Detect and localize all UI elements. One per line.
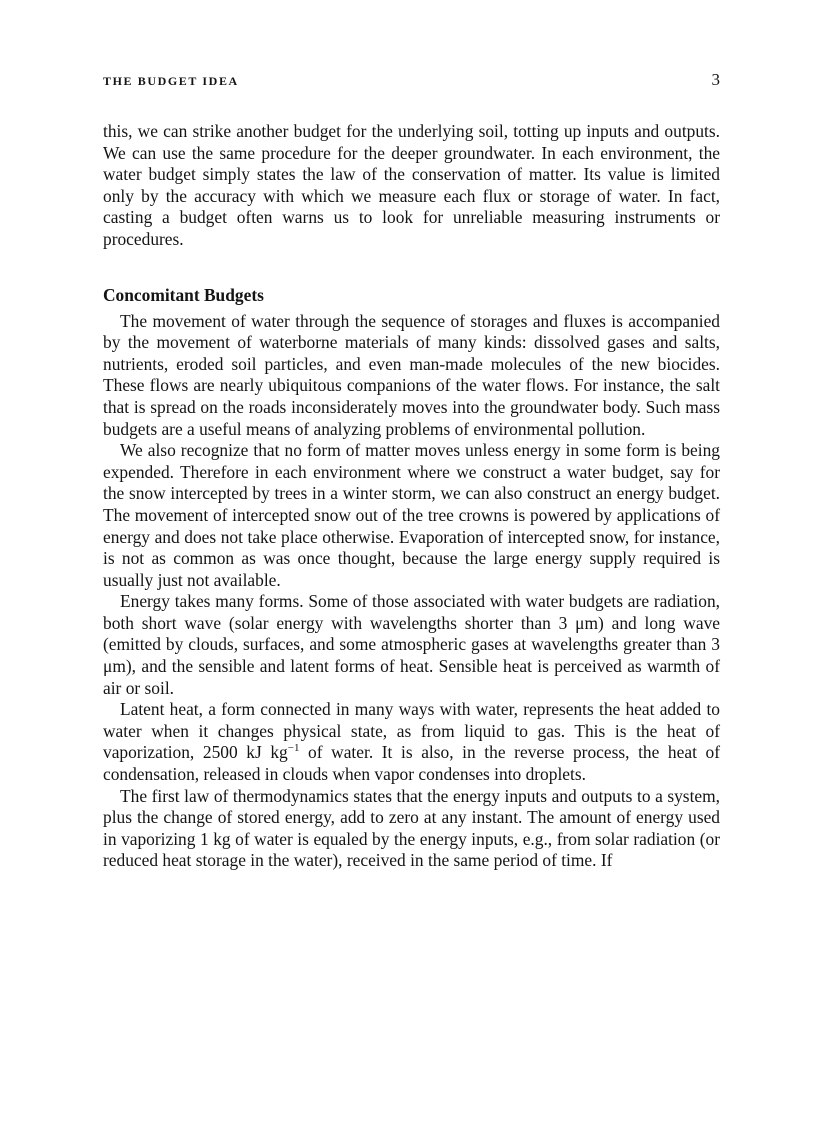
paragraph-latent-heat (103, 699, 720, 785)
latent-heat-text-start: Latent heat, a form connected in many ways with water, represents the heat added to water when it changes physical state, as from liquid to gas. This is the heat of vaporization, 2500 kJ kg (103, 699, 720, 763)
paragraph-energy-forms: Energy takes many forms. Some of those associated with water budgets are radiation, both short wave (solar energy with wavelengths shorter than 3 μm) and long wave (emitted by clouds, surfaces, and some atmospheric gases at wavelengths greater than 3 μm), and the sensible and latent forms of heat. Sensible heat is perceived as warmth of air or soil. (103, 591, 720, 698)
paragraph-waterborne-materials: The movement of water through the sequence of storages and fluxes is accompanied by the movement of waterborne materials of many kinds: dissolved gases and salts, nutrients, eroded soil particles, and even man-made molecules of the new biocides. These flows are nearly ubiquitous companions of the water flows. For instance, the salt that is spread on the roads inconsiderately moves into the groundwater body. Such mass budgets are a useful means of analyzing problems of environmental pollution. (103, 310, 720, 439)
paragraph-energy-budget: We also recognize that no form of matter moves unless energy in some form is being expended. Therefore in each environment where we construct a water budget, say for the snow intercepted by trees in a winter storm, we can also construct an energy budget. The movement of intercepted snow out of the tree crowns is powered by applications of energy and does not take place otherwise. Evaporation of intercepted snow, for instance, is not as common as was once thought, because the large energy supply required is usually just not available. (103, 440, 720, 590)
page-number: 3 (711, 70, 720, 89)
section-heading: Concomitant Budgets (103, 284, 264, 305)
running-title: THE BUDGET IDEA (103, 74, 239, 88)
latent-heat-text-end: of water. It is also, in the reverse process, the heat of condensation, released in clouds when vapor condenses into droplets. (103, 742, 720, 785)
unit-exponent: −1 (287, 742, 300, 755)
continued-paragraph: this, we can strike another budget for the underlying soil, totting up inputs and outputs. We can use the same procedure for the deeper groundwater. In each environment, the water budget simply states the law of the conservation of matter. Its value is limited only by the accuracy with which we measure each flux or storage of water. In fact, casting a budget often warns us to look for unreliable measuring instruments or procedures. (103, 121, 720, 249)
paragraph-first-law: The first law of thermodynamics states that the energy inputs and outputs to a system, plus the change of stored energy, add to zero at any instant. The amount of energy used in vaporizing 1 kg of water is equaled by the energy inputs, e.g., from solar radiation (or reduced heat storage in the water), received in the same period of time. If (103, 785, 720, 871)
running-head (103, 70, 720, 94)
book-page (103, 70, 720, 872)
